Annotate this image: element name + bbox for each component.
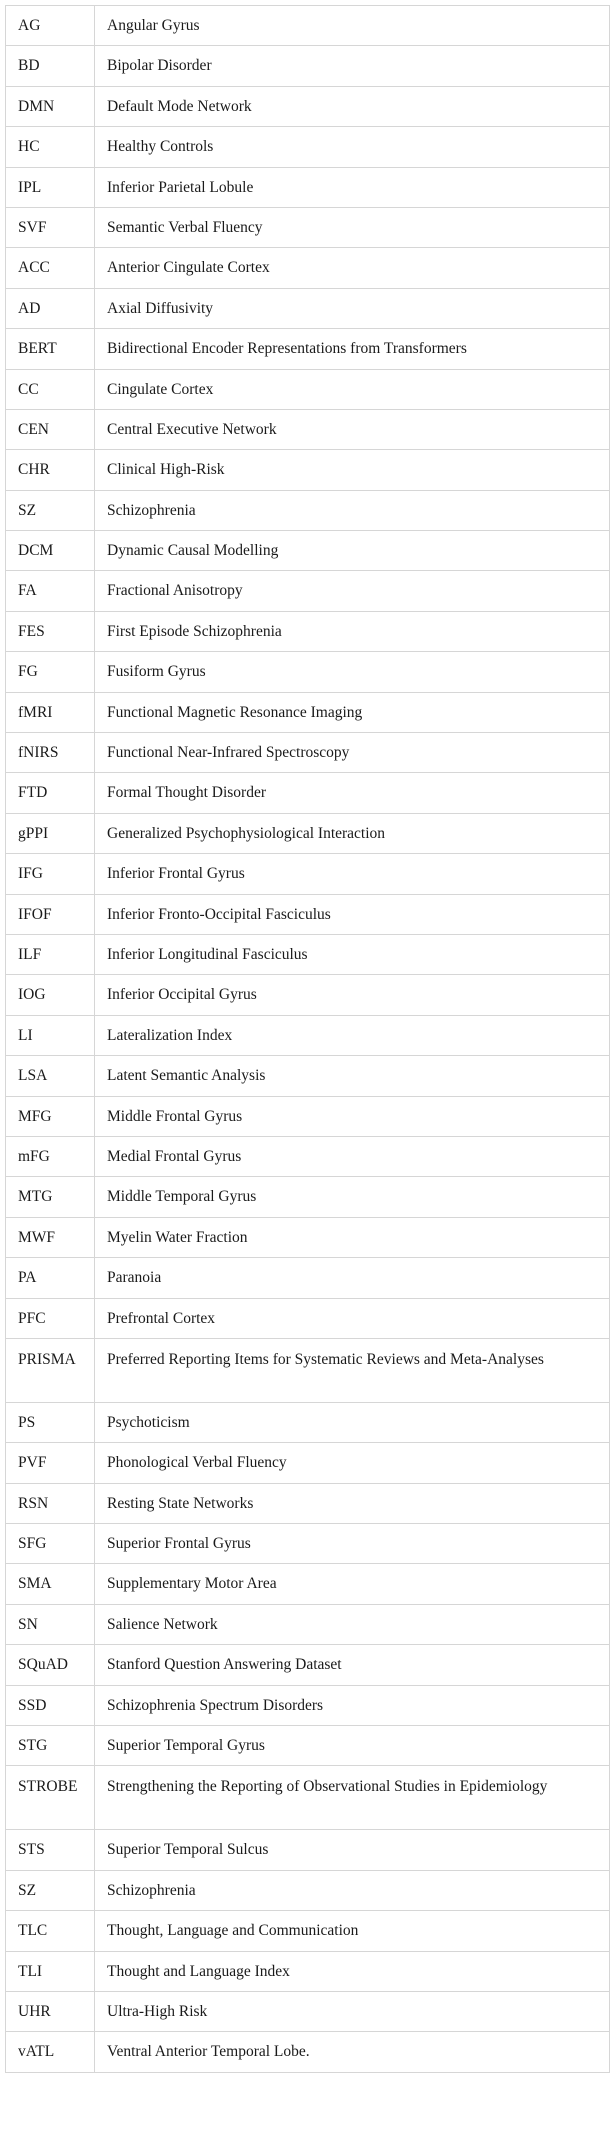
abbreviation-cell: PS xyxy=(6,1402,95,1442)
abbreviation-cell: IFOF xyxy=(6,894,95,934)
table-row xyxy=(6,934,610,974)
abbreviations-table xyxy=(5,5,610,2073)
abbreviation-cell: fMRI xyxy=(6,692,95,732)
abbreviation-cell: FTD xyxy=(6,773,95,813)
table-row xyxy=(6,1726,610,1766)
definition-cell: Healthy Controls xyxy=(95,127,610,167)
definition-cell: Superior Frontal Gyrus xyxy=(95,1524,610,1564)
definition-cell: Preferred Reporting Items for Systematic Reviews and Meta-Analyses xyxy=(95,1338,610,1402)
abbreviation-cell: DCM xyxy=(6,531,95,571)
definition-cell: Central Executive Network xyxy=(95,409,610,449)
abbreviation-cell: UHR xyxy=(6,1991,95,2031)
abbreviation-cell: TLC xyxy=(6,1911,95,1951)
table-row xyxy=(6,288,610,328)
definition-cell: Psychoticism xyxy=(95,1402,610,1442)
table-row xyxy=(6,1483,610,1523)
table-row xyxy=(6,1338,610,1402)
definition-cell: Anterior Cingulate Cortex xyxy=(95,248,610,288)
abbreviation-cell: STS xyxy=(6,1830,95,1870)
definition-cell: Inferior Occipital Gyrus xyxy=(95,975,610,1015)
table-row xyxy=(6,1766,610,1830)
abbreviation-cell: DMN xyxy=(6,86,95,126)
definition-cell: Strengthening the Reporting of Observational Studies in Epidemiology xyxy=(95,1766,610,1830)
definition-cell: Schizophrenia xyxy=(95,1870,610,1910)
table-row xyxy=(6,1991,610,2031)
table-row xyxy=(6,450,610,490)
definition-cell: Bipolar Disorder xyxy=(95,46,610,86)
table-row xyxy=(6,86,610,126)
definition-cell: Schizophrenia xyxy=(95,490,610,530)
definition-cell: Inferior Fronto-Occipital Fasciculus xyxy=(95,894,610,934)
abbreviation-cell: MFG xyxy=(6,1096,95,1136)
abbreviation-cell: SMA xyxy=(6,1564,95,1604)
table-row xyxy=(6,531,610,571)
table-row xyxy=(6,1645,610,1685)
table-row xyxy=(6,1258,610,1298)
definition-cell: Clinical High-Risk xyxy=(95,450,610,490)
table-row xyxy=(6,1604,610,1644)
abbreviation-cell: FES xyxy=(6,611,95,651)
abbreviations-table-container xyxy=(5,5,610,2073)
table-row xyxy=(6,1217,610,1257)
abbreviation-cell: FA xyxy=(6,571,95,611)
abbreviation-cell: MTG xyxy=(6,1177,95,1217)
table-row xyxy=(6,248,610,288)
table-row xyxy=(6,571,610,611)
table-row xyxy=(6,1177,610,1217)
table-row xyxy=(6,1911,610,1951)
definition-cell: Inferior Frontal Gyrus xyxy=(95,854,610,894)
definition-cell: Inferior Longitudinal Fasciculus xyxy=(95,934,610,974)
definition-cell: Functional Magnetic Resonance Imaging xyxy=(95,692,610,732)
definition-cell: Thought and Language Index xyxy=(95,1951,610,1991)
abbreviation-cell: CEN xyxy=(6,409,95,449)
table-row xyxy=(6,1524,610,1564)
definition-cell: Ultra-High Risk xyxy=(95,1991,610,2031)
abbreviation-cell: PFC xyxy=(6,1298,95,1338)
abbreviation-cell: mFG xyxy=(6,1136,95,1176)
definition-cell: Resting State Networks xyxy=(95,1483,610,1523)
table-row xyxy=(6,490,610,530)
abbreviation-cell: AG xyxy=(6,6,95,46)
abbreviation-cell: RSN xyxy=(6,1483,95,1523)
abbreviation-cell: SSD xyxy=(6,1685,95,1725)
definition-cell: Phonological Verbal Fluency xyxy=(95,1443,610,1483)
abbreviation-cell: TLI xyxy=(6,1951,95,1991)
definition-cell: Axial Diffusivity xyxy=(95,288,610,328)
definition-cell: Bidirectional Encoder Representations from Transformers xyxy=(95,329,610,369)
definition-cell: Middle Temporal Gyrus xyxy=(95,1177,610,1217)
table-row xyxy=(6,813,610,853)
abbreviation-cell: gPPI xyxy=(6,813,95,853)
definition-cell: Cingulate Cortex xyxy=(95,369,610,409)
definition-cell: Superior Temporal Gyrus xyxy=(95,1726,610,1766)
definition-cell: First Episode Schizophrenia xyxy=(95,611,610,651)
abbreviation-cell: SQuAD xyxy=(6,1645,95,1685)
table-row xyxy=(6,409,610,449)
abbreviation-cell: HC xyxy=(6,127,95,167)
table-row xyxy=(6,1402,610,1442)
abbreviation-cell: LSA xyxy=(6,1056,95,1096)
abbreviation-cell: BD xyxy=(6,46,95,86)
abbreviations-table-body xyxy=(6,6,610,2073)
abbreviation-cell: CHR xyxy=(6,450,95,490)
table-row xyxy=(6,1015,610,1055)
abbreviation-cell: fNIRS xyxy=(6,733,95,773)
definition-cell: Semantic Verbal Fluency xyxy=(95,207,610,247)
definition-cell: Angular Gyrus xyxy=(95,6,610,46)
definition-cell: Thought, Language and Communication xyxy=(95,1911,610,1951)
definition-cell: Generalized Psychophysiological Interaction xyxy=(95,813,610,853)
table-row xyxy=(6,1870,610,1910)
abbreviation-cell: SVF xyxy=(6,207,95,247)
definition-cell: Superior Temporal Sulcus xyxy=(95,1830,610,1870)
abbreviation-cell: STG xyxy=(6,1726,95,1766)
table-row xyxy=(6,207,610,247)
table-row xyxy=(6,167,610,207)
table-row xyxy=(6,611,610,651)
definition-cell: Ventral Anterior Temporal Lobe. xyxy=(95,2032,610,2072)
definition-cell: Salience Network xyxy=(95,1604,610,1644)
abbreviation-cell: CC xyxy=(6,369,95,409)
definition-cell: Myelin Water Fraction xyxy=(95,1217,610,1257)
abbreviation-cell: MWF xyxy=(6,1217,95,1257)
definition-cell: Supplementary Motor Area xyxy=(95,1564,610,1604)
table-row xyxy=(6,1685,610,1725)
definition-cell: Paranoia xyxy=(95,1258,610,1298)
definition-cell: Prefrontal Cortex xyxy=(95,1298,610,1338)
abbreviation-cell: AD xyxy=(6,288,95,328)
abbreviation-cell: BERT xyxy=(6,329,95,369)
abbreviation-cell: vATL xyxy=(6,2032,95,2072)
abbreviation-cell: PA xyxy=(6,1258,95,1298)
table-row xyxy=(6,1298,610,1338)
definition-cell: Medial Frontal Gyrus xyxy=(95,1136,610,1176)
table-row xyxy=(6,733,610,773)
table-row xyxy=(6,46,610,86)
definition-cell: Latent Semantic Analysis xyxy=(95,1056,610,1096)
definition-cell: Lateralization Index xyxy=(95,1015,610,1055)
table-row xyxy=(6,2032,610,2072)
table-row xyxy=(6,127,610,167)
table-row xyxy=(6,329,610,369)
table-row xyxy=(6,773,610,813)
abbreviation-cell: SZ xyxy=(6,1870,95,1910)
table-row xyxy=(6,854,610,894)
table-row xyxy=(6,1096,610,1136)
abbreviation-cell: PRISMA xyxy=(6,1338,95,1402)
abbreviation-cell: IOG xyxy=(6,975,95,1015)
abbreviation-cell: SFG xyxy=(6,1524,95,1564)
abbreviation-cell: STROBE xyxy=(6,1766,95,1830)
abbreviation-cell: IPL xyxy=(6,167,95,207)
definition-cell: Middle Frontal Gyrus xyxy=(95,1096,610,1136)
table-row xyxy=(6,1443,610,1483)
table-row xyxy=(6,894,610,934)
abbreviation-cell: LI xyxy=(6,1015,95,1055)
abbreviation-cell: SZ xyxy=(6,490,95,530)
definition-cell: Formal Thought Disorder xyxy=(95,773,610,813)
definition-cell: Default Mode Network xyxy=(95,86,610,126)
abbreviation-cell: ACC xyxy=(6,248,95,288)
definition-cell: Schizophrenia Spectrum Disorders xyxy=(95,1685,610,1725)
table-row xyxy=(6,1564,610,1604)
definition-cell: Dynamic Causal Modelling xyxy=(95,531,610,571)
abbreviation-cell: SN xyxy=(6,1604,95,1644)
table-row xyxy=(6,369,610,409)
abbreviation-cell: FG xyxy=(6,652,95,692)
definition-cell: Functional Near-Infrared Spectroscopy xyxy=(95,733,610,773)
abbreviation-cell: PVF xyxy=(6,1443,95,1483)
definition-cell: Stanford Question Answering Dataset xyxy=(95,1645,610,1685)
table-row xyxy=(6,652,610,692)
abbreviation-cell: ILF xyxy=(6,934,95,974)
table-row xyxy=(6,1136,610,1176)
table-row xyxy=(6,1830,610,1870)
definition-cell: Fractional Anisotropy xyxy=(95,571,610,611)
table-row xyxy=(6,6,610,46)
definition-cell: Inferior Parietal Lobule xyxy=(95,167,610,207)
table-row xyxy=(6,975,610,1015)
table-row xyxy=(6,1951,610,1991)
abbreviation-cell: IFG xyxy=(6,854,95,894)
table-row xyxy=(6,692,610,732)
definition-cell: Fusiform Gyrus xyxy=(95,652,610,692)
table-row xyxy=(6,1056,610,1096)
